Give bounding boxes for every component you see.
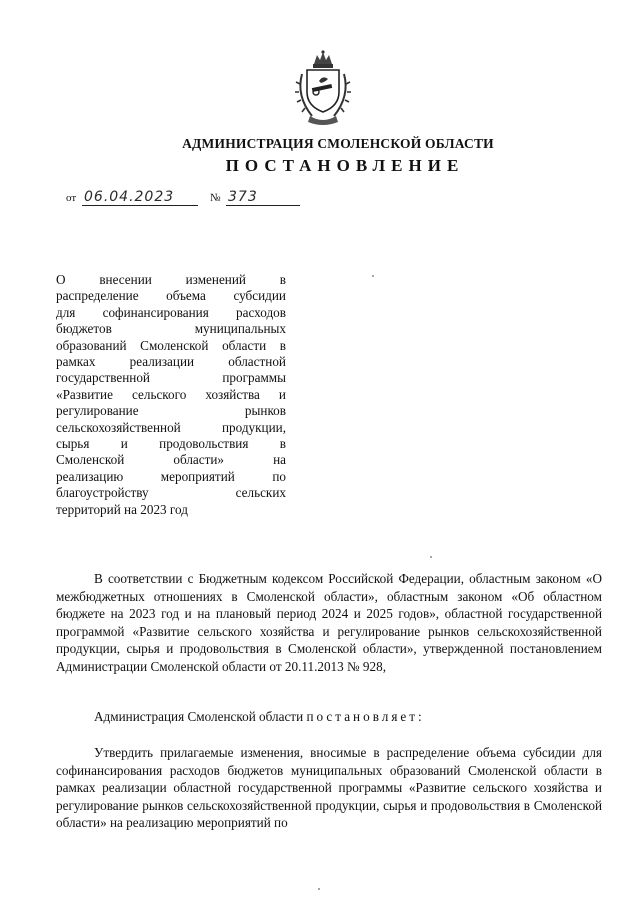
scan-speck: [318, 888, 320, 890]
number-prefix-label: №: [210, 192, 221, 204]
scan-speck: [372, 275, 374, 277]
organization-name: АДМИНИСТРАЦИЯ СМОЛЕНСКОЙ ОБЛАСТИ: [182, 136, 494, 151]
document-type-title: ПОСТАНОВЛЕНИЕ: [225, 156, 465, 175]
subject-line: бюджетов муниципальных: [56, 321, 286, 337]
subject-line: регулирование рынков: [56, 403, 286, 419]
subject-line: сельскохозяйственной продукции,: [56, 419, 286, 435]
subject-line: реализацию мероприятий по: [56, 468, 286, 484]
approval-paragraph: Утвердить прилагаемые изменения, вносимые в распределение объема субсидии для софинансирования расходов бюджетов муниципальных образований Смоленской области в рамках реализации областной государственной программы «Развитие сельского хозяйства и регулирование рынков сельскохозяйственной продукции, сырья и продовольствия в Смоленской области» на реализацию мероприятий по: [56, 745, 602, 831]
resolution-lead-text: Администрация Смоленской области: [94, 709, 304, 724]
subject-line: Смоленской области» на: [56, 452, 286, 468]
subject-line: образований Смоленской области в: [56, 337, 286, 353]
resolution-paragraph: [56, 708, 602, 726]
resolution-verb: постановляет:: [306, 709, 425, 724]
document-number: 373: [226, 189, 300, 206]
date-prefix-label: от: [66, 192, 77, 204]
coat-of-arms-emblem: [292, 50, 354, 128]
subject-line: О внесении изменений в: [56, 272, 286, 287]
scan-speck: [430, 556, 432, 558]
preamble-paragraph: В соответствии с Бюджетным кодексом Российской Федерации, областным законом «О межбюджетных отношениях в Смоленской области», областным законом «Об областном бюджете на 2023 год и на плановый период 2024 и 2025 годов», областной государственной программой «Развитие сельского хозяйства и регулирование рынков сельскохозяйственной продукции, сырья и продовольствия в Смоленской области», утвержденной постановлением Администрации Смоленской области от 20.11.2013 № 928,: [56, 571, 602, 674]
document-date: 06.04.2023: [82, 189, 198, 206]
subject-line: территорий на 2023 год: [56, 501, 188, 517]
subject-line: распределение объема субсидии: [56, 288, 286, 304]
subject-line: государственной программы: [56, 370, 286, 386]
subject-line: рамках реализации областной: [56, 354, 286, 370]
document-reference: [66, 184, 306, 206]
subject-heading: [56, 272, 286, 518]
subject-line: сырья и продовольствия в: [56, 436, 286, 452]
subject-line: благоустройству сельских: [56, 485, 286, 501]
subject-line: для софинансирования расходов: [56, 304, 286, 320]
subject-line: «Развитие сельского хозяйства и: [56, 386, 286, 402]
